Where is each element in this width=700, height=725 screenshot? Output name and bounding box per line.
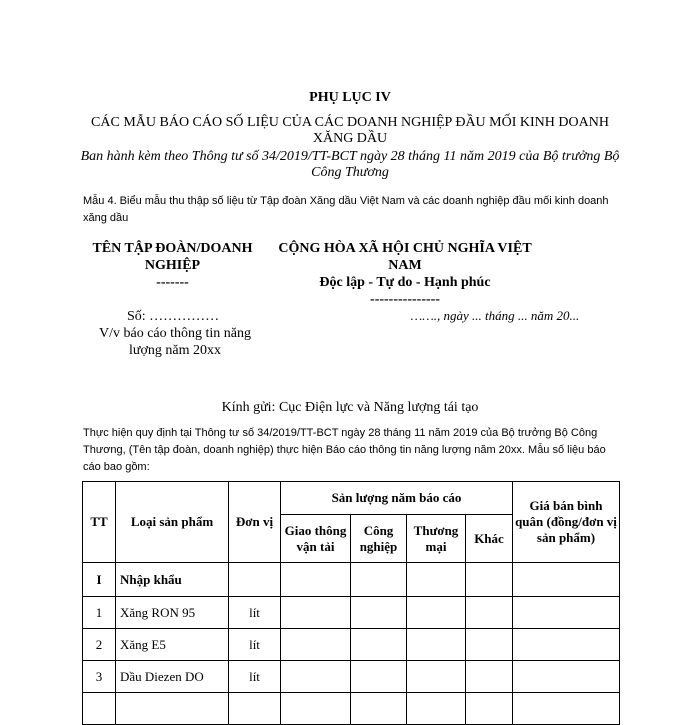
cell [281,661,351,693]
document-number-block [85,308,265,359]
organization-name: TÊN TẬP ĐOÀN/DOANH NGHIỆP [92,241,253,273]
table-row [83,693,620,725]
table-row [83,563,620,597]
cell [407,693,466,725]
cell [466,563,513,597]
cell [351,563,407,597]
report-table [82,481,620,725]
row-unit [229,563,281,597]
cell [513,661,620,693]
row-tt: I [83,563,116,597]
national-header [270,240,540,308]
cell [407,661,466,693]
header-industry: Công nghiệp [351,515,407,563]
cell [407,597,466,629]
header-output-group: Sản lượng năm báo cáo [281,482,513,515]
national-motto: Độc lập - Tự do - Hạnh phúc [319,275,491,290]
document-subtitle: Ban hành kèm theo Thông tư số 34/2019/TT-BCT ngày 28 tháng 11 năm 2019 của Bộ trưởng Bộ Công Thương [80,149,620,180]
organization-divider: ------- [156,275,189,290]
document-title: CÁC MẪU BÁO CÁO SỐ LIỆU CỦA CÁC DOANH NGHIỆP ĐẦU MỐI KINH DOANH XĂNG DẦU [91,115,609,146]
cell [513,597,620,629]
cell [351,597,407,629]
cell [407,563,466,597]
row-tt: 2 [83,629,116,661]
organization-header [80,240,265,291]
cell [351,661,407,693]
cell [281,629,351,661]
row-name: Nhập khẩu [116,563,229,597]
table-row [83,661,620,693]
intro-paragraph: Thực hiện quy định tại Thông tư số 34/2019/TT-BCT ngày 28 tháng 11 năm 2019 của Bộ trưởng Bộ Công Thương, (Tên tập đoàn, doanh nghiệp) thực hiện Báo cáo thông tin năng lượng năm 20xx. Mẫu số liệu báo cáo bao gồm: [83,427,606,473]
header-unit: Đơn vị [229,482,281,563]
header-commerce: Thương mại [407,515,466,563]
cell [466,629,513,661]
table-row [83,629,620,661]
row-tt: 1 [83,597,116,629]
document-number: Số: …………… [127,309,220,324]
cell [281,563,351,597]
cell [466,661,513,693]
place-date: ……., ngày ... tháng ... năm 20... [410,308,580,323]
cell [407,629,466,661]
cell [351,693,407,725]
header-transport: Giao thông vận tải [281,515,351,563]
cell [513,629,620,661]
template-description: Mẫu 4. Biểu mẫu thu thập số liệu từ Tập đoàn Xăng dầu Việt Nam và các doanh nghiệp đầu mối kinh doanh xăng dầu [83,195,609,224]
cell [466,597,513,629]
cell [351,629,407,661]
recipient-line: Kính gửi: Cục Điện lực và Năng lượng tái tạo [221,400,479,415]
row-name: Dầu Diezen DO [116,661,229,693]
cell [513,563,620,597]
row-name: Xăng RON 95 [116,597,229,629]
table-row [83,597,620,629]
document-subject: V/v báo cáo thông tin năng lượng năm 20xx [98,326,252,358]
row-name [116,693,229,725]
header-avg-price: Giá bán bình quân (đồng/đơn vị sản phẩm) [513,482,620,563]
cell [281,693,351,725]
national-divider: --------------- [370,292,440,307]
row-unit: lít [229,629,281,661]
row-unit: lít [229,597,281,629]
cell [281,597,351,629]
appendix-heading: PHỤ LỤC IV [309,90,391,105]
cell [513,693,620,725]
header-other: Khác [466,515,513,563]
national-name: CỘNG HÒA XÃ HỘI CHỦ NGHĨA VIỆT NAM [278,241,532,273]
row-name: Xăng E5 [116,629,229,661]
cell [466,693,513,725]
header-product: Loại sản phẩm [116,482,229,563]
row-unit: lít [229,661,281,693]
header-tt: TT [83,482,116,563]
row-tt: 3 [83,661,116,693]
row-tt [83,693,116,725]
row-unit [229,693,281,725]
